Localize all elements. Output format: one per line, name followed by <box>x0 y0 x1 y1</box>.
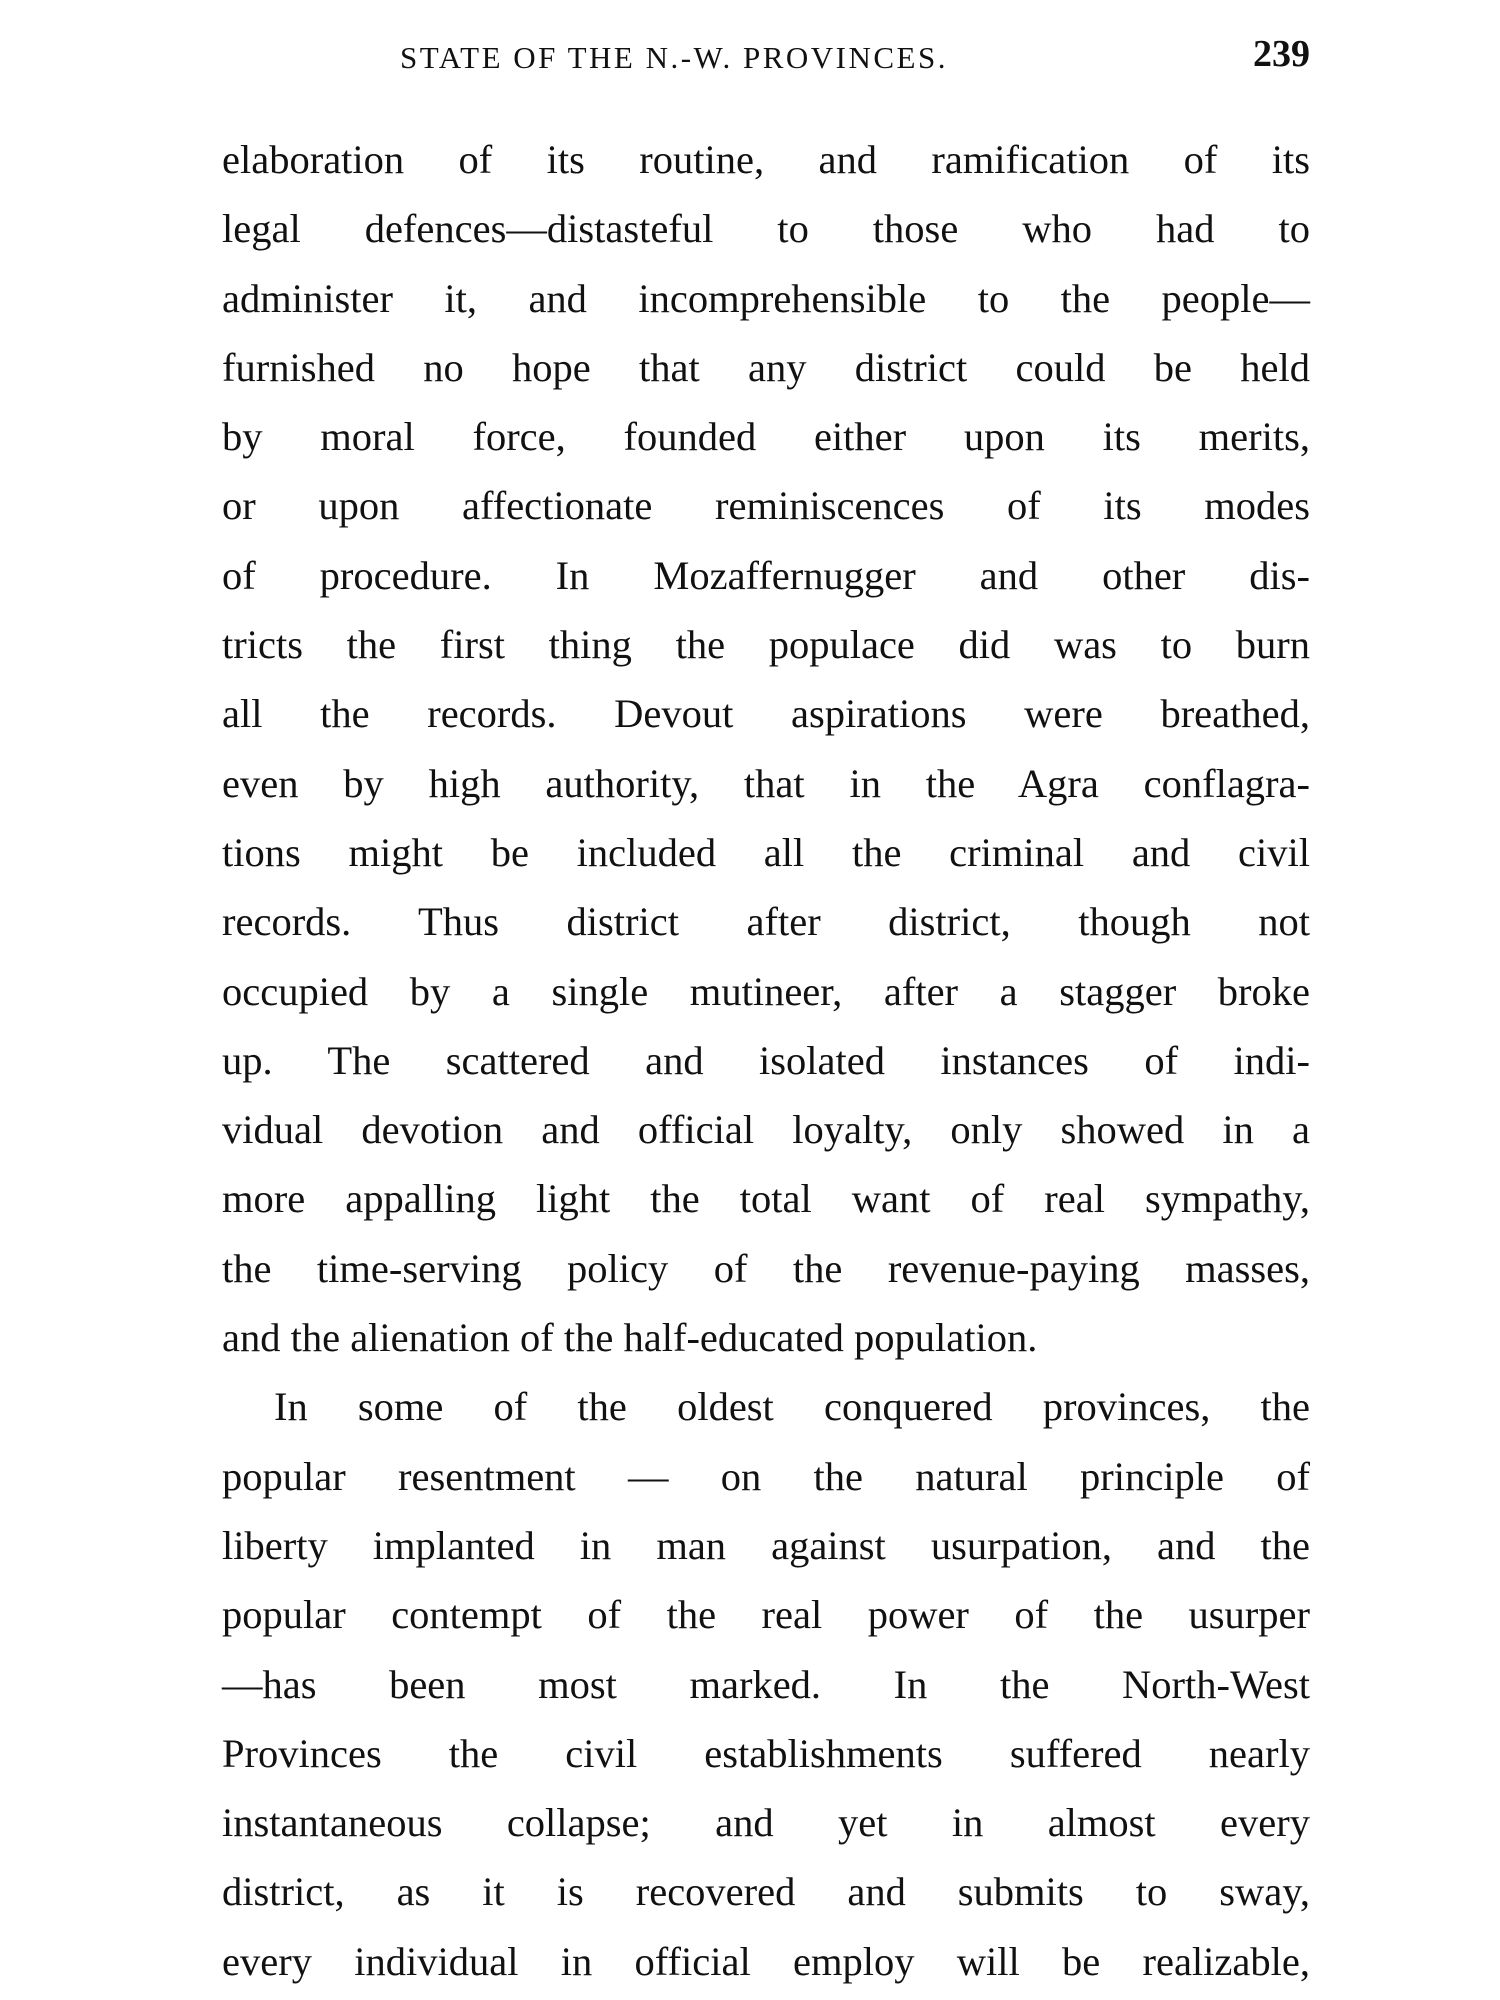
text-line: even by high authority, that in the Agra conflagra- <box>222 760 1310 806</box>
text-line: administer it, and incomprehensible to the people— <box>222 275 1310 321</box>
text-line: every individual in official employ will be realizable, <box>222 1938 1310 1984</box>
text-line: by moral force, founded either upon its merits, <box>222 414 1310 460</box>
text-line: district, as it is recovered and submits to sway, <box>222 1869 1310 1915</box>
text-line: of procedure. In Mozaffernugger and other dis- <box>222 552 1310 598</box>
text-line: legal defences—distasteful to those who had to <box>222 206 1310 252</box>
paragraph-2 <box>222 1372 1310 1996</box>
text-line: popular resentment — on the natural principle of <box>222 1453 1310 1499</box>
text-line: In some of the oldest conquered provinces, the <box>274 1384 1310 1430</box>
text-line: liberty implanted in man against usurpation, and the <box>222 1522 1310 1568</box>
text-line: occupied by a single mutineer, after a stagger broke <box>222 968 1310 1014</box>
text-line: more appalling light the total want of real sympathy, <box>222 1176 1310 1222</box>
text-line: up. The scattered and isolated instances of indi- <box>222 1037 1310 1083</box>
text-line: tricts the first thing the populace did was to burn <box>222 622 1310 668</box>
text-line: all the records. Devout aspirations were breathed, <box>222 691 1310 737</box>
running-head: STATE OF THE N.-W. PROVINCES. <box>400 40 948 75</box>
text-line: tions might be included all the criminal and civil <box>222 829 1310 875</box>
text-line: the time-serving policy of the revenue-paying masses, <box>222 1245 1310 1291</box>
text-line: Provinces the civil establishments suffered nearly <box>222 1730 1310 1776</box>
text-line: and the alienation of the half-educated population. <box>222 1315 1038 1361</box>
text-line: vidual devotion and official loyalty, only showed in a <box>222 1107 1310 1153</box>
body-text <box>222 125 1310 1996</box>
text-line: furnished no hope that any district could be held <box>222 344 1310 390</box>
paragraph-1 <box>222 125 1310 1372</box>
text-line: elaboration of its routine, and ramification of its <box>222 137 1310 182</box>
text-line: or upon affectionate reminiscences of its modes <box>222 483 1310 529</box>
text-line: —has been most marked. In the North-West <box>222 1661 1310 1707</box>
text-line: records. Thus district after district, though not <box>222 899 1310 945</box>
text-line: popular contempt of the real power of the usurper <box>222 1592 1310 1638</box>
page-number: 239 <box>1253 33 1310 75</box>
page-header <box>400 33 1310 76</box>
text-line: instantaneous collapse; and yet in almost every <box>222 1800 1310 1846</box>
